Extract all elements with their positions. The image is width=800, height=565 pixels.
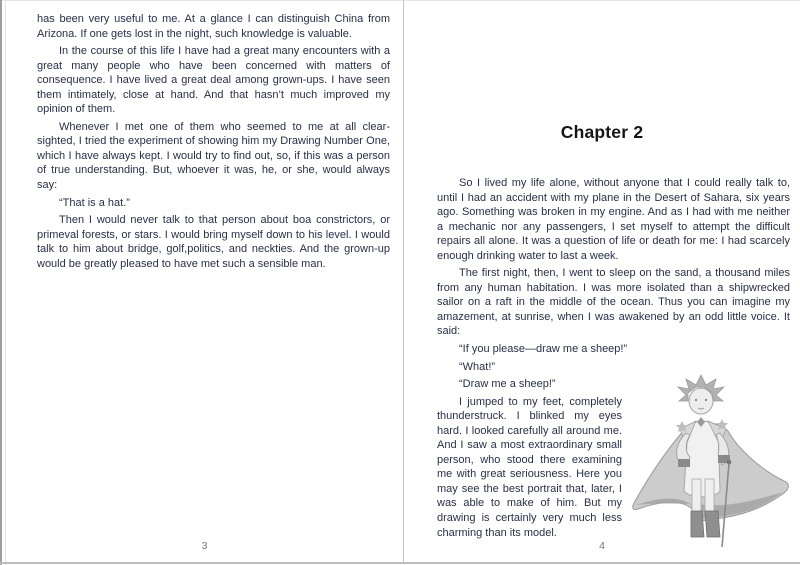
paragraph: Then I would never talk to that person about boa constrictors, or primeval forests, or stars. I would bring myself down to his level. I would talk to him about bridge, golf,politics, and neckties. And the grown-up would be greatly pleased to have met such a sensible man. [37,214,390,270]
paragraph: I jumped to my feet, completely thunderstruck. I blinked my eyes hard. I looked carefully all around me. And I saw a most extraordinary small person, who stood there examining me with great seriousness. Here you may see the best portrait that, later, I was able to make of him. But my drawing is certainly very much less charming than its model. [437,395,622,539]
dialogue-line: “Draw me a sheep!” [459,378,556,391]
dialogue-line: “What!” [459,360,496,373]
paragraph: Whenever I met one of them who seemed to me at all clear- sighted, I tried the experiment of showing him my Drawing Number One, which I have always kept. I would try to find out, so, if this was a person of true understanding. But, whoever it was, he, or she, would always say: [37,120,390,192]
paragraph: So I lived my life alone, without anyone that I could really talk to, until I had an accident with my plane in the Desert of Sahara, six years ago. Something was broken in my engine. And as I had with me neither a mechanic nor any passengers, I set myself to attempt the difficult repairs all alone. It was a question of life or death for me: I had scarcely enough drinking water to last a week. [437,177,790,262]
paragraph: In the course of this life I have had a great many encounters with a great many people who have been concerned with matters of consequence. I have lived a great deal among grown-ups. I have seen them intimately, close at hand. And that hasn’t much improved my opinion of them. [37,45,390,116]
page-right [404,0,800,565]
paragraph: has been very useful to me. At a glance I can distinguish China from Arizona. If one gets lost in the night, such knowledge is valuable. [37,13,390,40]
left-page-text-column [37,12,390,274]
page-number-left: 3 [201,540,208,552]
paragraph: The first night, then, I went to sleep on the sand, a thousand miles from any human habitation. I was more isolated than a shipwrecked sailor on a raft in the middle of the ocean. Thus you can imagine my amazement, at sunrise, when I was awakened by an odd little voice. It said: [437,267,790,338]
dialogue-line: “If you please—draw me a sheep!” [459,343,628,356]
dialogue-line: “That is a hat.” [59,196,130,209]
page-left [6,0,403,565]
right-page-text-column [437,176,790,559]
little-prince-illustration [630,371,792,559]
frame-left-edge [0,0,2,565]
page-number-right: 4 [599,540,605,552]
chapter-heading: Chapter 2 [560,122,644,142]
